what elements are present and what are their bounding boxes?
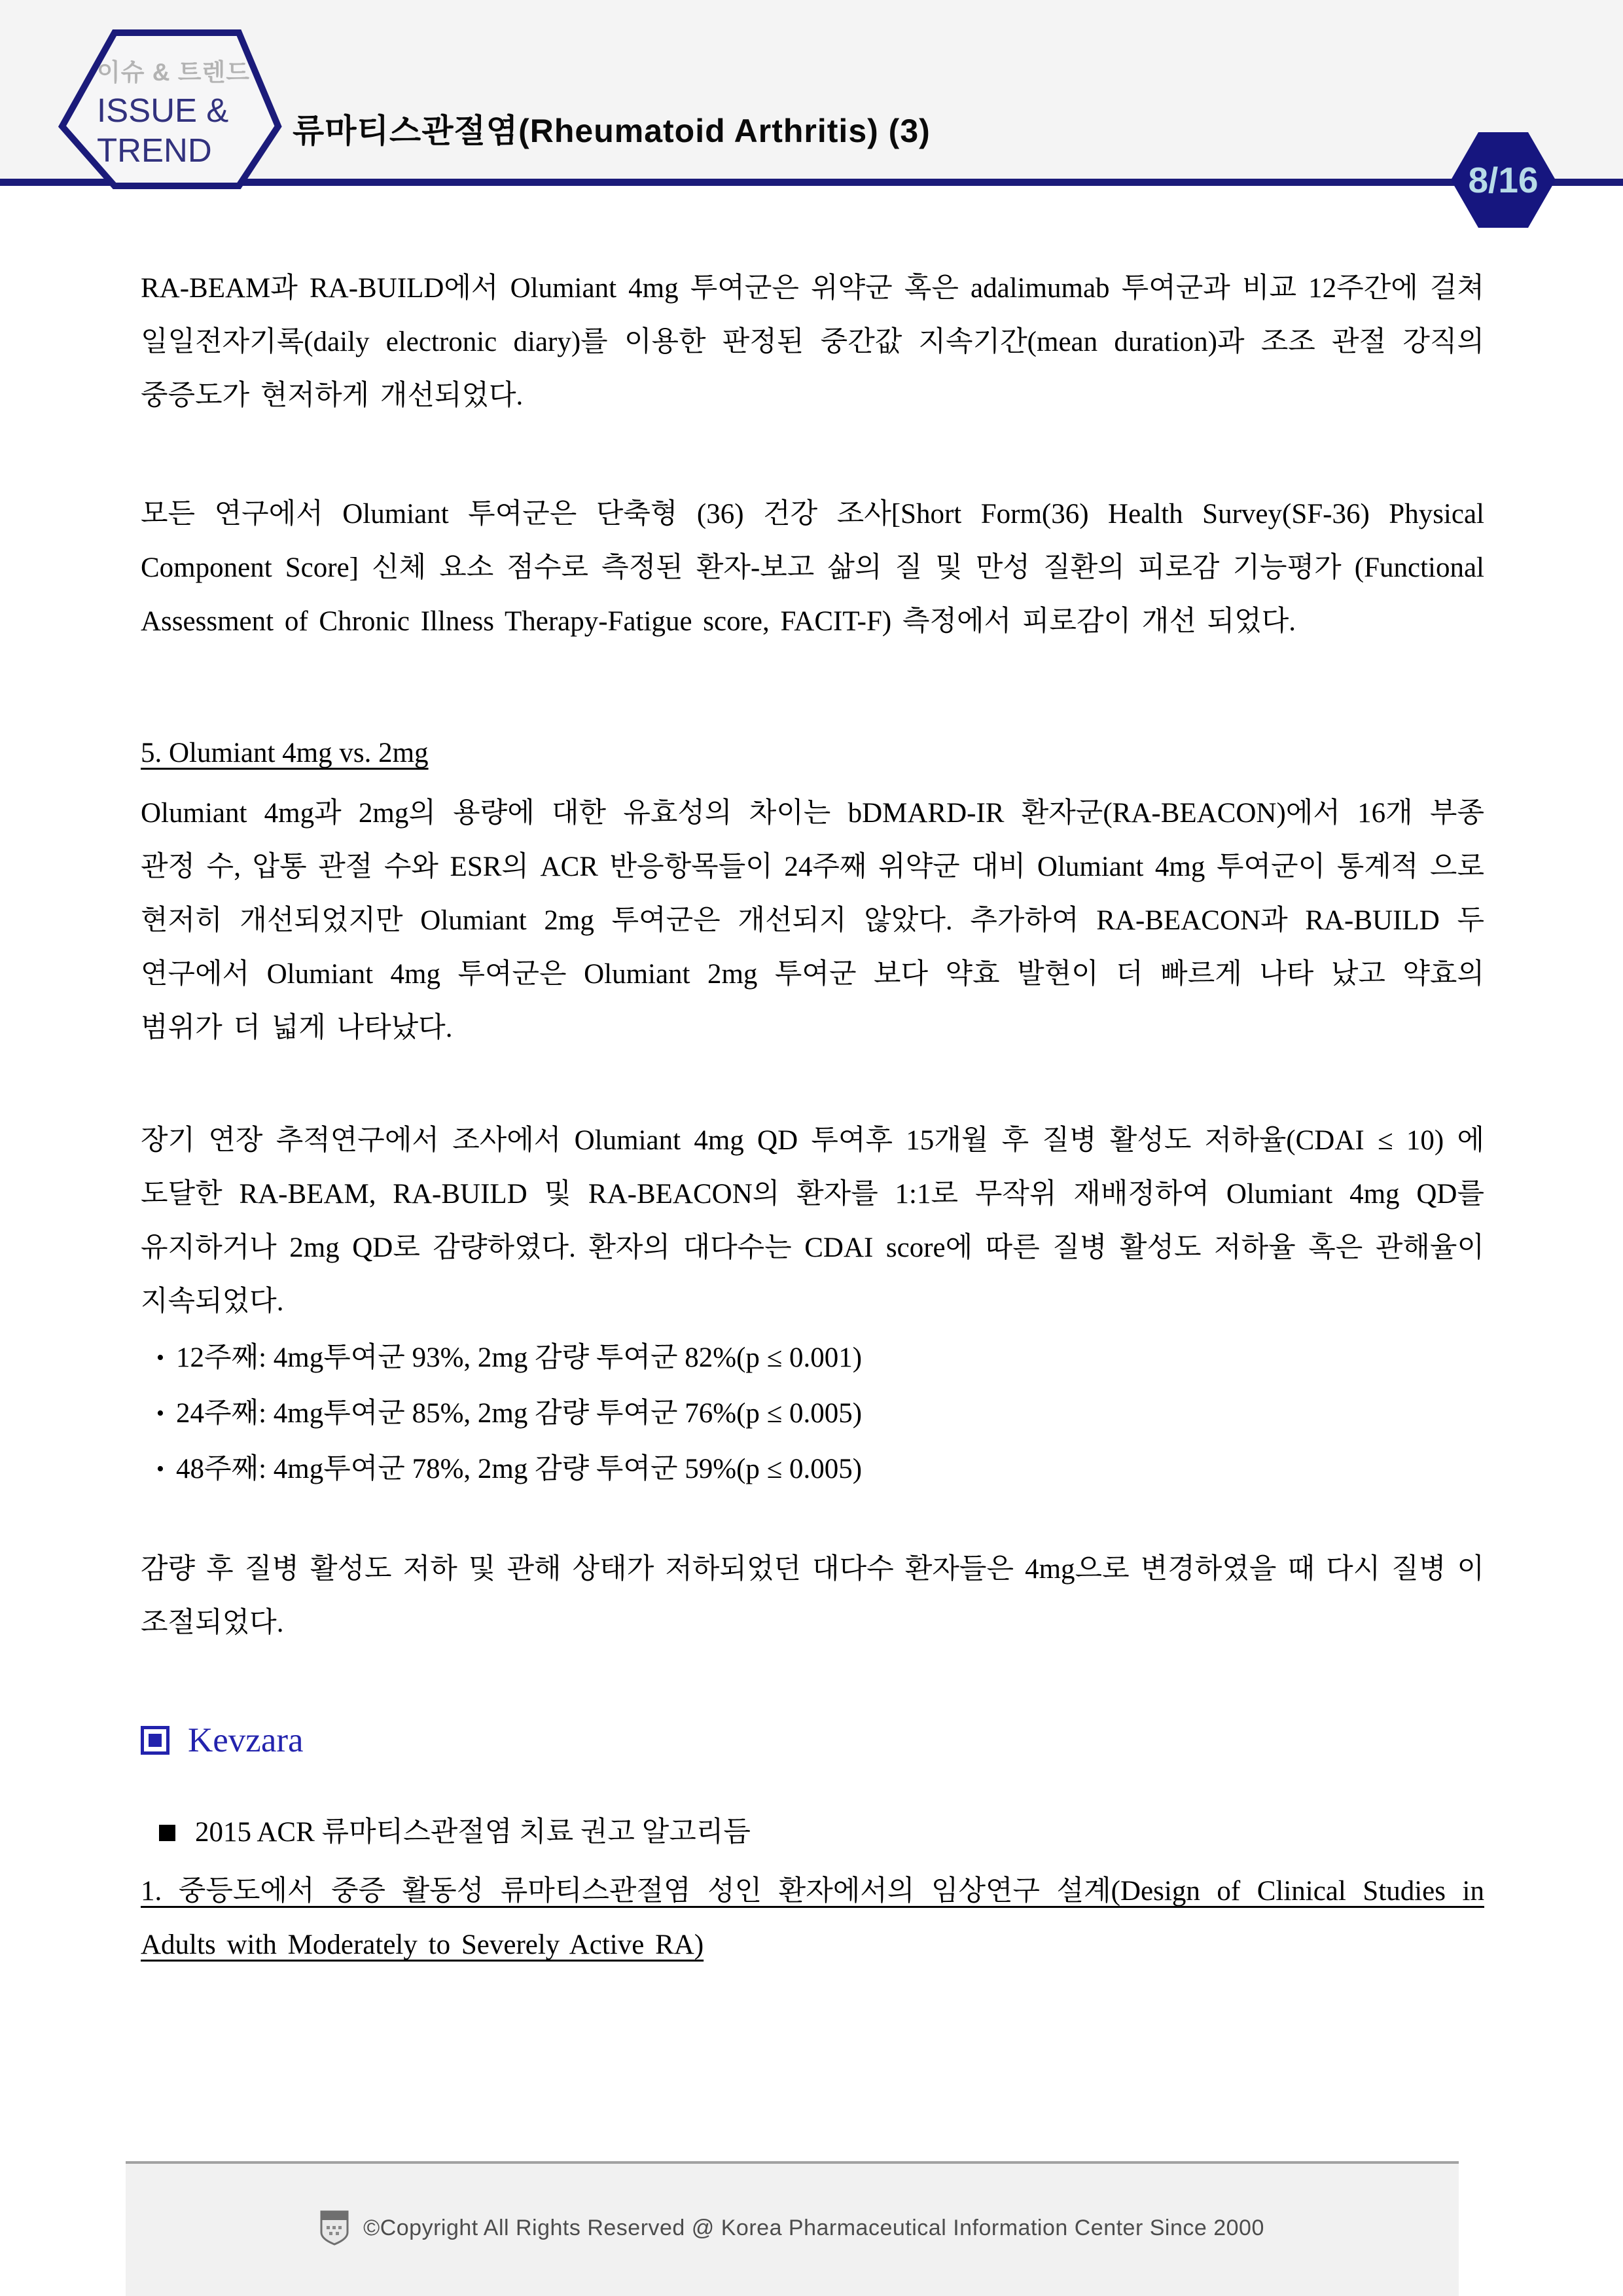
paragraph-ra-beam-build: RA-BEAM과 RA-BUILD에서 Olumiant 4mg 투여군은 위약군 혹은 adalimumab 투여군과 비교 12주간에 걸쳐 일일전자기록(daily electronic diary)를 이용한 판정된 중간값 지속기간(mean duration)과 조조 관절 강직의 중증도가 현저하게 개선되었다. bbox=[141, 273, 1484, 411]
bullet-icon: • bbox=[156, 1346, 164, 1370]
list-item bbox=[141, 1330, 1484, 1386]
kevzara-section-heading bbox=[141, 1719, 1484, 1761]
acr-subheading-text: 2015 ACR 류마티스관절염 치료 권고 알고리듬 bbox=[195, 1817, 751, 1848]
issue-trend-logo bbox=[97, 60, 250, 167]
kpic-shield-logo-icon bbox=[320, 2210, 349, 2246]
document-body bbox=[0, 186, 1623, 1972]
clinical-study-design-heading-text: 1. 중등도에서 중증 활동성 류마티스관절염 성인 환자에서의 임상연구 설계(Design of Clinical Studies in Adults with Moderately to Severely Active RA) bbox=[141, 1876, 1484, 1960]
logo-issue-line: ISSUE & bbox=[97, 92, 229, 129]
paragraph-sf36-facit: 모든 연구에서 Olumiant 투여군은 단축형 (36) 건강 조사[Short Form(36) Health Survey(SF-36) Physical Component Score] 신체 요소 점수로 측정된 환자-보고 삶의 질 및 만성 질환의 피로감 기능평가 (Functional Assessment of Chronic Illness Therapy-Fatigue score, FACIT-F) 측정에서 피로감이 개선 되었다. bbox=[141, 499, 1484, 637]
acr-algorithm-subheading bbox=[141, 1806, 1484, 1859]
boxed-square-icon bbox=[141, 1726, 169, 1755]
page-title: 류마티스관절염(Rheumatoid Arthritis) (3) bbox=[293, 113, 931, 149]
logo-tagline: 이슈 & 트렌드 bbox=[97, 59, 250, 86]
paragraph-dose-efficacy: Olumiant 4mg과 2mg의 용량에 대한 유효성의 차이는 bDMARD-IR 환자군(RA-BEACON)에서 16개 부종 관정 수, 압통 관절 수와 ESR의 ACR 반응항목들이 24주째 위약군 대비 Olumiant 4mg 투여군이 통계적 으로 현저히 개선되었지만 Olumiant 2mg 투여군은 개선되지 않았다. 추가하여 RA-BEACON과 RA-BUILD 두 연구에서 Olumiant 4mg 투여군은 Olumiant 2mg 투여군 보다 약효 발현이 더 빠르게 나타 났고 약효의 범위가 더 넓게 나타났다. bbox=[141, 798, 1484, 1043]
copyright-text: ©Copyright All Rights Reserved @ Korea Pharmaceutical Information Center Since 2000 bbox=[363, 2215, 1264, 2240]
paragraph-long-term-extension: 장기 연장 추적연구에서 조사에서 Olumiant 4mg QD 투여후 15개월 후 질병 활성도 저하율(CDAI ≤ 10) 에 도달한 RA-BEAM, RA-BUILD 및 RA-BEACON의 환자를 1:1로 무작위 재배정하여 Olumiant 4mg QD를 유지하거나 2mg QD로 감량하였다. 환자의 대다수는 CDAI score에 따른 질병 활성도 저하율 혹은 관해율이 지속되었다. bbox=[141, 1125, 1484, 1317]
list-item-text: 24주째: 4mg투여군 85%, 2mg 감량 투여군 76%(p ≤ 0.005) bbox=[176, 1398, 863, 1429]
list-item-text: 48주째: 4mg투여군 78%, 2mg 감량 투여군 59%(p ≤ 0.005) bbox=[176, 1454, 863, 1484]
logo-trend-line: TREND bbox=[97, 132, 212, 169]
section-heading-olumiant-4mg-vs-2mg: 5. Olumiant 4mg vs. 2mg bbox=[141, 738, 429, 768]
list-item bbox=[141, 1386, 1484, 1441]
footer-bar bbox=[126, 2161, 1459, 2296]
bullet-icon: • bbox=[156, 1401, 164, 1426]
paragraph-dose-reduction: 감량 후 질병 활성도 저하 및 관해 상태가 저하되었던 대다수 환자들은 4mg으로 변경하였을 때 다시 질병 이 조절되었다. bbox=[141, 1554, 1484, 1638]
page-number: 8/16 bbox=[1468, 160, 1539, 200]
kevzara-heading-text: Kevzara bbox=[188, 1721, 304, 1759]
list-item-text: 12주째: 4mg투여군 93%, 2mg 감량 투여군 82%(p ≤ 0.001) bbox=[176, 1342, 863, 1373]
week-results-list bbox=[141, 1330, 1484, 1497]
square-bullet-icon bbox=[159, 1825, 175, 1841]
bullet-icon: • bbox=[156, 1457, 164, 1481]
list-item bbox=[141, 1441, 1484, 1497]
clinical-study-design-heading bbox=[141, 1865, 1484, 1972]
